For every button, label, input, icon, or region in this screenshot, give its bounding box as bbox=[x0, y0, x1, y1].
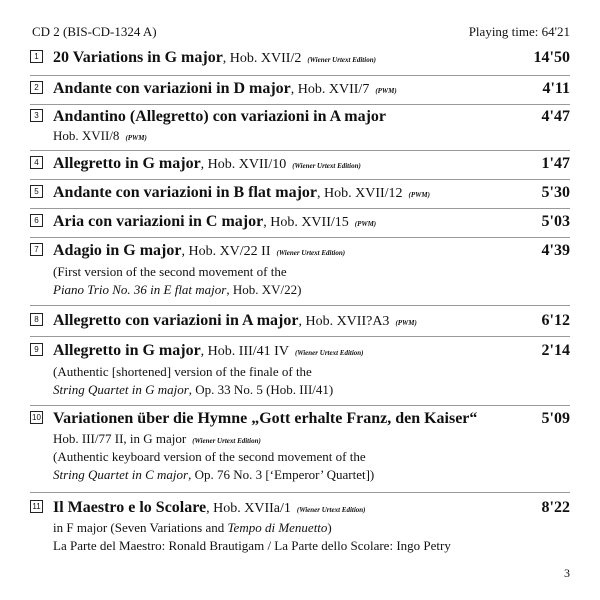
playing-time: Playing time: 64'21 bbox=[468, 24, 570, 39]
divider bbox=[30, 179, 570, 180]
track-edition: (Wiener Urtext Edition) bbox=[307, 56, 376, 64]
track-catalogue: , Hob. XVII?A3 bbox=[298, 314, 390, 329]
track-catalogue: , Hob. III/41 IV bbox=[200, 344, 289, 359]
divider bbox=[30, 150, 570, 151]
track-duration: 8'22 bbox=[541, 499, 570, 516]
track-note: (Authentic keyboard version of the second movement of the bbox=[53, 449, 366, 464]
track-number: 4 bbox=[30, 156, 43, 169]
track-title: Allegretto con variazioni in A major bbox=[53, 312, 299, 329]
track-9 bbox=[30, 342, 570, 398]
divider bbox=[30, 405, 570, 406]
track-2 bbox=[30, 80, 570, 98]
track-number: 10 bbox=[30, 411, 43, 424]
track-title: Allegretto in G major bbox=[53, 155, 201, 172]
track-edition: (Wiener Urtext Edition) bbox=[192, 437, 261, 445]
track-6 bbox=[30, 213, 570, 231]
track-note: (First version of the second movement of the bbox=[53, 264, 287, 279]
track-duration: 4'39 bbox=[541, 242, 570, 259]
track-edition: (Wiener Urtext Edition) bbox=[296, 506, 366, 514]
track-number: 6 bbox=[30, 214, 43, 227]
track-title: Aria con variazioni in C major bbox=[53, 213, 264, 230]
divider bbox=[30, 208, 570, 209]
track-catalogue: Hob. XVII/8 bbox=[53, 128, 120, 143]
track-number: 3 bbox=[30, 109, 43, 122]
work-catalogue: , Op. 33 No. 5 (Hob. III/41) bbox=[188, 382, 334, 397]
track-title: 20 Variations in G major bbox=[53, 49, 223, 66]
closing-paren: ) bbox=[327, 520, 332, 535]
track-catalogue: , Hob. XVII/7 bbox=[290, 82, 370, 97]
divider bbox=[30, 492, 570, 493]
track-edition: (PWM) bbox=[408, 191, 430, 199]
divider bbox=[30, 237, 570, 238]
track-duration: 6'12 bbox=[541, 312, 570, 329]
track-edition: (PWM) bbox=[395, 319, 417, 327]
divider bbox=[30, 104, 570, 105]
track-10 bbox=[30, 410, 570, 486]
work-title: Piano Trio No. 36 in E flat major bbox=[53, 282, 227, 297]
performers: La Parte del Maestro: Ronald Brautigam / La Parte dello Scolare: Ingo Petry bbox=[53, 538, 451, 553]
track-8 bbox=[30, 312, 570, 330]
track-edition: (PWM) bbox=[354, 220, 377, 228]
track-edition: (Wiener Urtext Edition) bbox=[292, 162, 361, 170]
work-title: String Quartet in C major bbox=[53, 467, 189, 482]
track-number: 8 bbox=[30, 313, 43, 326]
track-edition: (PWM) bbox=[125, 134, 147, 142]
page-number: 3 bbox=[564, 566, 570, 580]
track-1 bbox=[30, 49, 570, 67]
track-number: 7 bbox=[30, 243, 43, 256]
track-4 bbox=[30, 155, 570, 173]
track-number: 11 bbox=[30, 500, 43, 513]
track-duration: 2'14 bbox=[541, 342, 570, 359]
track-title: Adagio in G major bbox=[53, 242, 182, 259]
track-5 bbox=[30, 184, 570, 202]
track-duration: 1'47 bbox=[541, 155, 570, 172]
track-title: Il Maestro e lo Scolare bbox=[53, 499, 207, 516]
track-duration: 14'50 bbox=[533, 49, 570, 66]
track-note: (Authentic [shortened] version of the finale of the bbox=[53, 364, 312, 379]
track-edition: (Wiener Urtext Edition) bbox=[276, 249, 346, 257]
track-duration: 4'11 bbox=[542, 80, 570, 97]
track-title: Andante con variazioni in D major bbox=[53, 80, 291, 97]
catalogue-number: CD 2 (BIS-CD-1324 A) bbox=[32, 24, 157, 39]
track-duration: 5'09 bbox=[541, 410, 570, 427]
track-duration: 5'30 bbox=[541, 184, 570, 201]
track-title: Andante con variazioni in B flat major bbox=[53, 184, 317, 201]
track-edition: (Wiener Urtext Edition) bbox=[294, 349, 364, 357]
track-duration: 4'47 bbox=[541, 108, 570, 125]
track-number: 2 bbox=[30, 81, 43, 94]
cd-header bbox=[30, 24, 570, 42]
track-catalogue: , Hob. XVII/15 bbox=[263, 215, 349, 230]
track-number: 1 bbox=[30, 50, 43, 63]
track-catalogue: Hob. III/77 II, in G major bbox=[53, 431, 187, 446]
track-catalogue: , Hob. XVII/10 bbox=[200, 157, 287, 172]
track-number: 9 bbox=[30, 343, 43, 356]
track-catalogue: , Hob. XVII/2 bbox=[222, 51, 302, 66]
track-11 bbox=[30, 499, 570, 555]
track-7 bbox=[30, 242, 570, 298]
track-key: in F major (Seven Variations and bbox=[53, 520, 228, 535]
track-duration: 5'03 bbox=[541, 213, 570, 230]
track-title: Variationen über die Hymne „Gott erhalte Franz, den Kaiser“ bbox=[53, 410, 478, 427]
track-edition: (PWM) bbox=[375, 87, 397, 95]
divider bbox=[30, 75, 570, 76]
track-catalogue: , Hob. XVIIa/1 bbox=[206, 501, 291, 516]
track-catalogue: , Hob. XVII/12 bbox=[317, 186, 403, 201]
work-catalogue: , Hob. XV/22) bbox=[226, 282, 302, 297]
track-catalogue: , Hob. XV/22 II bbox=[181, 244, 271, 259]
divider bbox=[30, 305, 570, 306]
movement-name: Tempo di Menuetto bbox=[227, 520, 328, 535]
track-title: Allegretto in G major bbox=[53, 342, 201, 359]
divider bbox=[30, 336, 570, 337]
track-number: 5 bbox=[30, 185, 43, 198]
track-title: Andantino (Allegretto) con variazioni in A major bbox=[53, 108, 387, 125]
work-catalogue: , Op. 76 No. 3 [‘Emperor’ Quartet]) bbox=[188, 467, 375, 482]
track-3 bbox=[30, 108, 570, 144]
work-title: String Quartet in G major bbox=[53, 382, 189, 397]
